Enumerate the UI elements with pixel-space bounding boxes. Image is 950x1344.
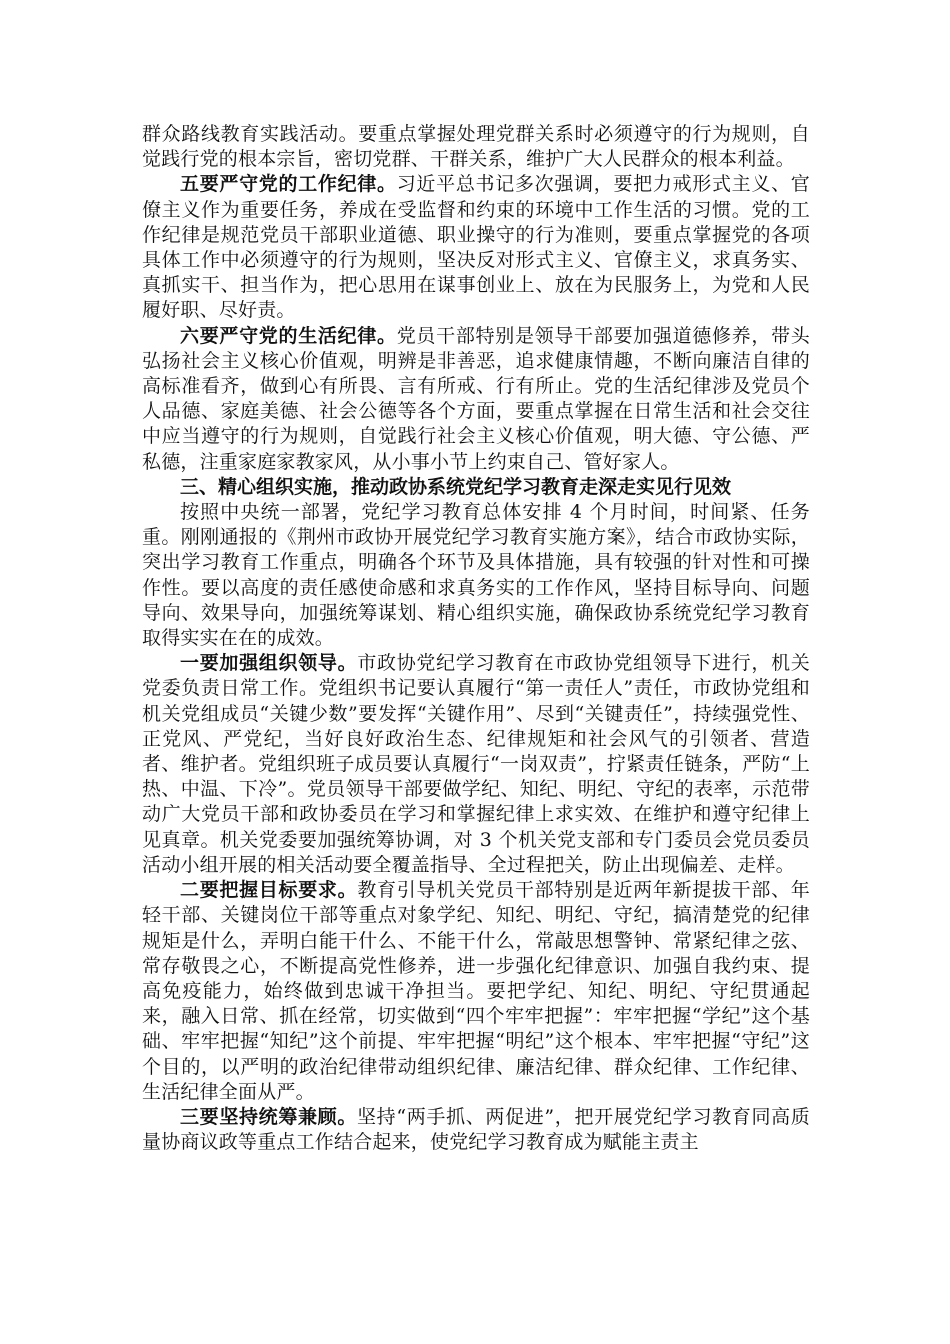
paragraph-target-requirements-lead: 二要把握目标要求。 — [180, 879, 358, 902]
paragraph-work-discipline-text: 习近平总书记多次强调，要把力戒形式主义、官僚主义作为重要任务，养成在受监督和约束的环境中工作生活的习惯。党的工作纪律是规范党员干部职业道德、职业操守的行为准则，要重点掌握党的各项具体工作中必须遵守的行为规则，坚决反对形式主义、官僚主义，求真务实、真抓实干、担当作为，把心思用在谋事创业上、放在为民服务上，为党和人民履好职、尽好责。 — [142, 173, 810, 322]
paragraph-work-discipline-lead: 五要严守党的工作纪律。 — [180, 173, 397, 196]
section-heading-3: 三、精心组织实施，推动政协系统党纪学习教育走深走实见行见效 — [180, 475, 732, 498]
paragraph-implementation-text: 按照中央统一部署，党纪学习教育总体安排 4 个月时间，时间紧、任务重。刚刚通报的《荆州市政协开展党纪学习教育实施方案》，结合市政协实际，突出学习教育工作重点，明确各个环节及具体措施，具有较强的针对性和可操作性。要以高度的责任感使命感和求真务实的工作作风，坚持目标导向、问题导向、效果导向，加强统筹谋划、精心组织实施，确保政协系统党纪学习教育取得实实在在的成效。 — [142, 501, 810, 650]
paragraph-implementation — [142, 500, 810, 651]
paragraph-life-discipline-lead: 六要严守党的生活纪律。 — [180, 324, 397, 347]
paragraph-work-discipline — [142, 172, 810, 323]
paragraph-organization-leadership-text: 市政协党纪学习教育在市政协党组领导下进行，机关党委负责日常工作。党组织书记要认真履行“第一责任人”责任，市政协党组和机关党组成员“关键少数”要发挥“关键作用”、尽到“关键责任”，持续强党性、正党风、严党纪，当好良好政治生态、纪律规矩和社会风气的引领者、营造者、维护者。党组织班子成员要认真履行“一岗双责”，拧紧责任链条，严防“上热、中温、下冷”。党员领导干部要做学纪、知纪、明纪、守纪的表率，示范带动广大党员干部和政协委员在学习和掌握纪律上求实效、在维护和遵守纪律上见真章。机关党委要加强统筹协调，对 3 个机关党支部和专门委员会党员委员活动小组开展的相关活动要全覆盖指导、全过程把关，防止出现偏差、走样。 — [142, 652, 810, 876]
paragraph-organization-leadership-lead: 一要加强组织领导。 — [180, 652, 358, 675]
paragraph-target-requirements-text: 教育引导机关党员干部特别是近两年新提拔干部、年轻干部、关键岗位干部等重点对象学纪、知纪、明纪、守纪，搞清楚党的纪律规矩是什么，弄明白能干什么、不能干什么，常敲思想警钟、常紧纪律之弦、常存敬畏之心，不断提高党性修养，进一步强化纪律意识、加强自我约束、提高免疫能力，始终做到忠诚干净担当。要把学纪、知纪、明纪、守纪贯通起来，融入日常、抓在经常，切实做到“四个牢牢把握”：牢牢把握“学纪”这个基础、牢牢把握“知纪”这个前提、牢牢把握“明纪”这个根本、牢牢把握“守纪”这个目的，以严明的政治纪律带动组织纪律、廉洁纪律、群众纪律、工作纪律、生活纪律全面从严。 — [142, 879, 810, 1103]
paragraph-1 — [142, 122, 810, 172]
paragraph-life-discipline-text: 党员干部特别是领导干部要加强道德修养，带头弘扬社会主义核心价值观，明辨是非善恶，追求健康情趣，不断向廉洁自律的高标准看齐，做到心有所畏、言有所戒、行有所止。党的生活纪律涉及党员个人品德、家庭美德、社会公德等各个方面，要重点掌握在日常生活和社会交往中应当遵守的行为规则，自觉践行社会主义核心价值观，明大德、守公德、严私德，注重家庭家教家风，从小事小节上约束自己、管好家人。 — [142, 324, 810, 473]
document-body — [142, 122, 810, 1155]
paragraph-overall-planning-text: 坚持“两手抓、两促进”，把开展党纪学习教育同高质量协商议政等重点工作结合起来，使党纪学习教育成为赋能主责主 — [142, 1105, 810, 1154]
paragraph-life-discipline — [142, 324, 810, 475]
paragraph-organization-leadership — [142, 651, 810, 878]
paragraph-overall-planning-lead: 三要坚持统筹兼顾。 — [180, 1105, 358, 1128]
paragraph-1-text: 群众路线教育实践活动。要重点掌握处理党群关系时必须遵守的行为规则，自觉践行党的根本宗旨，密切党群、干群关系，维护广大人民群众的根本利益。 — [142, 123, 810, 171]
paragraph-overall-planning — [142, 1105, 810, 1155]
paragraph-target-requirements — [142, 878, 810, 1105]
